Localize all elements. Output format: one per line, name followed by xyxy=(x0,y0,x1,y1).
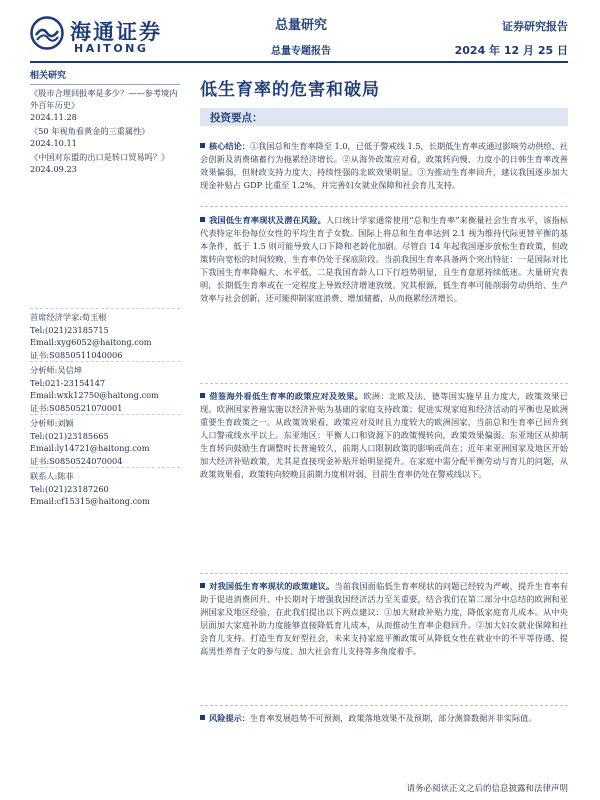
related-item-title: 《50 年视角看黄金的三重属性》 xyxy=(30,126,150,136)
key-point-policy-suggestions xyxy=(200,580,568,658)
paragraph-lead: 对我国低生育率现状的政策建议。 xyxy=(209,581,335,591)
related-item[interactable] xyxy=(30,87,180,123)
paragraph-divider xyxy=(200,206,568,207)
analyst-email[interactable]: Email:cf15315@haitong.com xyxy=(30,496,150,506)
logo-chinese-name: 海通证券 xyxy=(70,19,162,44)
analyst-card xyxy=(30,414,180,467)
paragraph-lead: 借鉴海外看低生育率的政策应对及效果。 xyxy=(209,391,364,401)
paragraph-divider xyxy=(200,383,568,384)
report-date: 2024 年 12 月 25 日 xyxy=(454,44,568,57)
analyst-tel: Tel:(021)23185665 xyxy=(30,430,109,441)
square-bullet-icon xyxy=(200,217,205,222)
analyst-card xyxy=(30,361,180,414)
paragraph-divider xyxy=(200,573,568,574)
paragraph-text: 欧洲：北欧及法、德等国实施早且力度大，政策效果已现。欧洲国家普遍实施以经济补贴为基础的家庭支持政策；促进实现家庭和经济活动的平衡也是欧洲重要生育政策之一。从政策效果看，政策应对及时且力度较大的欧洲国家，当前总和生育率已回升到人口警戒线水平以上。东亚地区：平衡人口和资源下的政策慢转向，政策效果偏弱。东亚地区从抑制生育转向鼓励生育调整时长普遍较久，前期人口限制政策的影响或尚在；近年来亚洲国家及地区开始加大经济补贴政策，尤其是直接现金补贴开始明显提升。在家庭中需分配平衡劳动与育儿的问题，从政策效果看，政策转向较晚且前期力度相对弱，目前生育率仍处在警戒线以下。 xyxy=(200,391,568,479)
analyst-card xyxy=(30,308,180,361)
related-item-date: 2024.10.11 xyxy=(30,138,77,148)
paragraph-divider xyxy=(200,705,568,706)
haitong-logo-icon xyxy=(30,16,64,50)
key-point-overseas-policy xyxy=(200,390,568,481)
analyst-tel: Tel:021-23154147 xyxy=(30,377,106,388)
paragraph-text: ①我国总和生育率降至 1.0，已低于警戒线 1.5，长期低生育率或通过影响劳动供给、社会创新及消费储蓄行为拖累经济增长。②从海外政策应对看，政策转向慢、力度小的日韩生育率改善效果偏弱，但财政支持力度大、持续性强的北欧效果明显。③为推动生育率回升，建议我国逐步加大现金补贴占 GDP 比重至 1.2%，并完善妇女就业保障和社会育儿支持。 xyxy=(200,141,568,190)
related-item-date: 2024.11.28 xyxy=(30,112,77,122)
paragraph-text: 当前我国面临低生育率现状的问题已经较为严峻，提升生育率有助于促进消费回升、中长期对于增强我国经济活力至关重要，结合我们在第二部分中总结的欧洲和亚洲国家及地区经验，在此我们提出以下两点建议：①加大财政补贴力度，降低家庭育儿成本。从中央层面加大家庭补助力度能够直接降低育儿成本，从而推动生育率企稳回升。②加大妇女就业保障和社会育儿支持。打造生育友好型社会，未来支持家庭平衡政策可从降低女性在就业中的不平等待遇、提高男性养育子女的参与度、加大社会育儿支持等多角度着手。 xyxy=(200,581,568,656)
report-category: 总量研究 xyxy=(274,18,327,33)
square-bullet-icon xyxy=(200,583,205,588)
logo-english-name: HAITONG xyxy=(74,42,149,55)
paragraph-lead: 我国低生育率现状及潜在风险。 xyxy=(209,215,326,225)
analyst-cert: 证书:S0850524070004 xyxy=(30,455,123,466)
analyst-role: 首席经济学家:荀玉根 xyxy=(30,312,107,322)
analyst-tel: Tel:(021)23187260 xyxy=(30,483,109,494)
related-item[interactable] xyxy=(30,151,180,175)
analyst-cert: 证书:S0850511040006 xyxy=(30,349,123,360)
analyst-list xyxy=(30,308,180,508)
analyst-role: 分析师:刘颖 xyxy=(30,418,74,428)
analyst-role: 联系人:陈菲 xyxy=(30,471,74,481)
related-research xyxy=(30,66,180,175)
key-point-risk-warning xyxy=(200,712,568,725)
report-subcategory: 总量专题报告 xyxy=(271,46,331,57)
key-points-label: 投资要点： xyxy=(210,112,263,124)
paragraph-text: 生育率发展趋势不可预测，政策落地效果不及预期，部分测算数据并非实际值。 xyxy=(249,713,537,723)
haitong-logo xyxy=(30,14,180,58)
analyst-cert: 证书:S0850521070001 xyxy=(30,402,123,413)
analyst-email[interactable]: Email:ly14721@haitong.com xyxy=(30,443,150,453)
disclaimer-footer: 请务必阅读正文之后的信息披露和法律声明 xyxy=(406,784,568,794)
related-item[interactable] xyxy=(30,125,180,149)
analyst-email[interactable]: Email:wxk12750@haitong.com xyxy=(30,390,159,400)
paragraph-text: 人口统计学家通常使用“总和生育率”来衡量社会生育水平，该指标代表特定年份每位女性的平均生育子女数。国际上将总和生育率达到 2.1 视为维持代际更替平衡的基本条件，低于 1.5 则可能导致人口下降和老龄化加剧。尽管自 14 年起我国逐步放松生育政策，但政策转向宽松的时间较晚，生育率仍处于探底阶段。当前我国生育率具备两个突出特征：一是国际对比下我国生育率降幅大、水平低，二是我国育龄人口下行趋势明显，且生育意愿持续低迷。大量研究表明，长期低生育率或在一定程度上导致经济增速放缓。究其根源，低生育率可能削弱劳动供给、生产效率与社会创新，还可能抑制家庭消费、增加储蓄，从而拖累经济增长。 xyxy=(200,215,568,303)
paragraph-lead: 风险提示： xyxy=(209,713,250,723)
header-divider xyxy=(30,61,568,63)
square-bullet-icon xyxy=(200,715,205,720)
related-research-title: 相关研究 xyxy=(30,70,180,85)
related-item-date: 2024.09.23 xyxy=(30,164,77,174)
analyst-tel: Tel:(021)23185715 xyxy=(30,324,109,335)
key-point-current-status xyxy=(200,214,568,305)
report-type: 证券研究报告 xyxy=(502,20,568,33)
related-item-title: 《中国对东盟的出口是转口贸易吗？》 xyxy=(30,152,170,162)
analyst-email[interactable]: Email:xyg6052@haitong.com xyxy=(30,337,152,347)
related-item-title: 《股市合理回报率是多少？——参考境内外百年历史》 xyxy=(30,88,178,110)
key-point-core-conclusion xyxy=(200,140,568,192)
paragraph-lead: 核心结论： xyxy=(209,141,250,151)
square-bullet-icon xyxy=(200,143,205,148)
report-title: 低生育率的危害和破局 xyxy=(200,80,380,100)
analyst-card xyxy=(30,467,180,508)
analyst-role: 分析师:吴信坤 xyxy=(30,365,82,375)
square-bullet-icon xyxy=(200,393,205,398)
